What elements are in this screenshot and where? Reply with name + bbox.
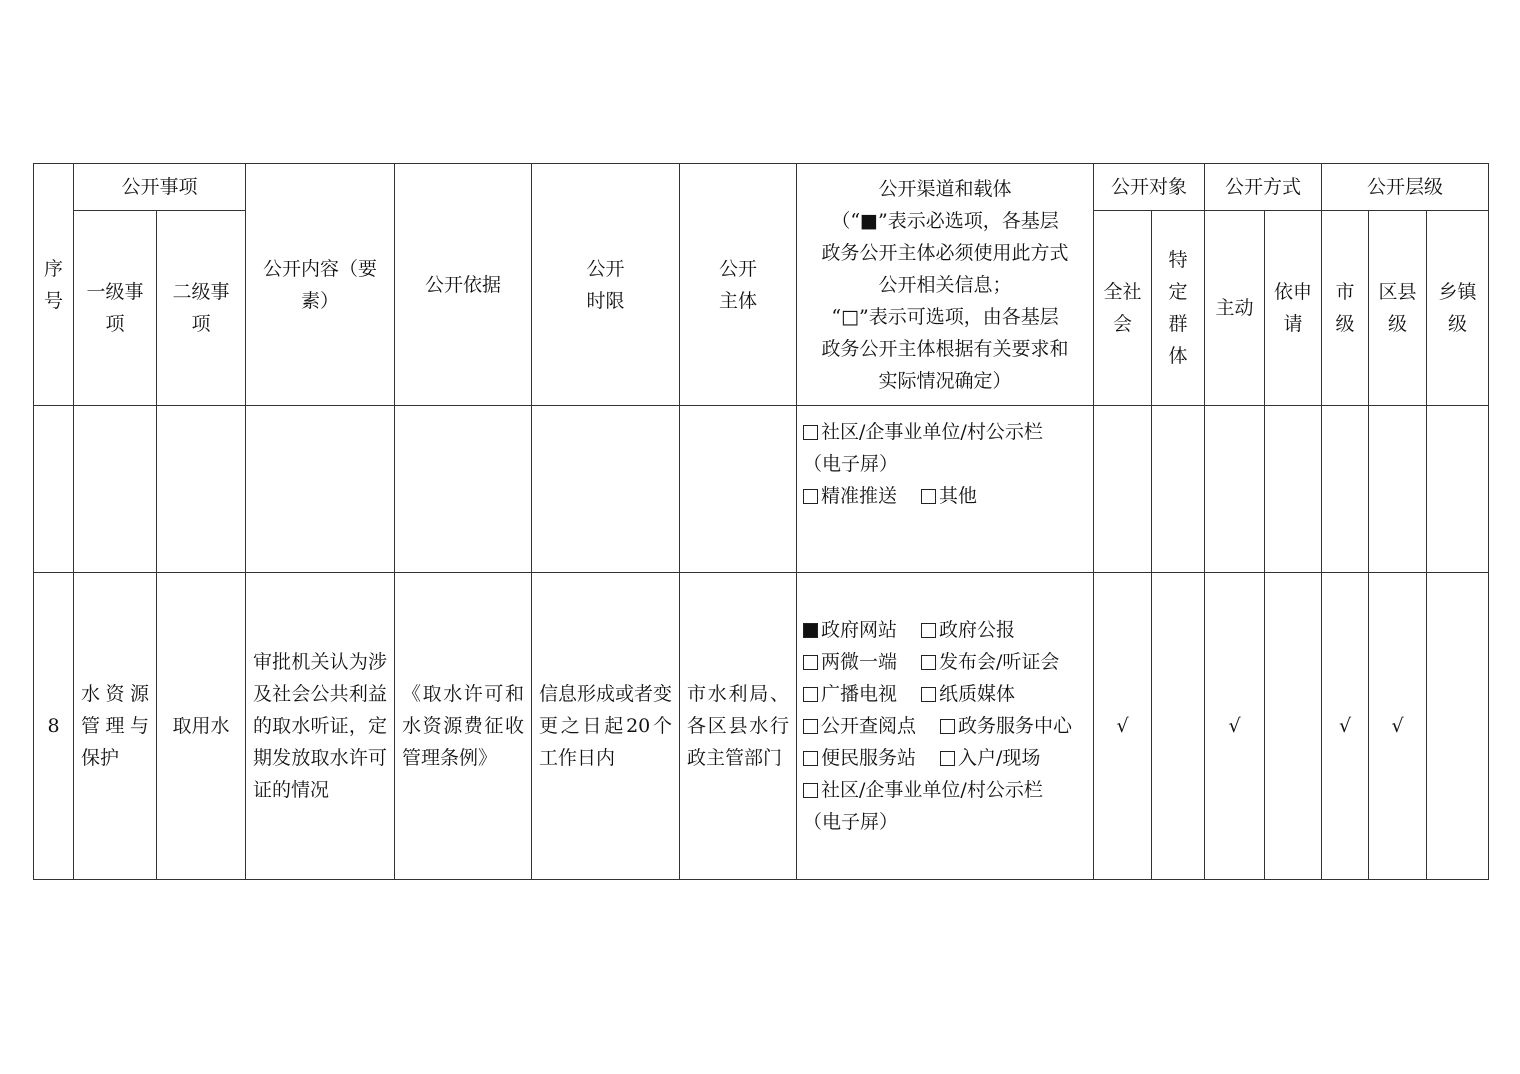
row-time-limit: 信息形成或者变更之日起20个工作日内 — [532, 573, 680, 880]
cell-empty — [1205, 406, 1265, 573]
channel-label: 政务服务中心 — [958, 715, 1073, 737]
header-method-active: 主动 — [1205, 211, 1265, 406]
channel-label: （电子屏） — [803, 453, 899, 475]
channel-label: 精准推送 — [821, 485, 898, 507]
header-audience-all: 全社 会 — [1094, 211, 1152, 406]
header-level2: 二级事 项 — [157, 211, 246, 406]
channel-label: 社区/企事业单位/村公示栏 — [821, 779, 1043, 801]
optional-checkbox-icon — [803, 751, 818, 766]
optional-checkbox-icon — [940, 751, 955, 766]
check-method-request — [1265, 573, 1322, 880]
channel-line — [803, 806, 1087, 838]
optional-checkbox-icon — [803, 425, 818, 440]
channel-line — [803, 416, 1087, 448]
channel-label: 便民服务站 — [821, 747, 917, 769]
header-level-district: 区县 级 — [1369, 211, 1427, 406]
check-audience-all: √ — [1094, 573, 1152, 880]
channel-label: 广播电视 — [821, 683, 898, 705]
cell-empty — [395, 406, 532, 573]
row-seq: 8 — [34, 573, 74, 880]
optional-checkbox-icon — [921, 655, 936, 670]
header-time-limit: 公开 时限 — [532, 164, 680, 406]
required-square-icon — [803, 623, 818, 638]
cell-empty — [157, 406, 246, 573]
header-subject: 公开 主体 — [680, 164, 797, 406]
optional-checkbox-icon — [921, 489, 936, 504]
channel-label: 公开查阅点 — [821, 715, 917, 737]
channel-line — [803, 710, 1087, 742]
row-content: 审批机关认为涉及社会公共利益的取水听证，定期发放取水许可证的情况 — [246, 573, 395, 880]
row-basis: 《取水许可和水资源费征收管理条例》 — [395, 573, 532, 880]
header-audience-specific: 特 定 群 体 — [1152, 211, 1205, 406]
channel-label: 社区/企事业单位/村公示栏 — [821, 421, 1043, 443]
channel-line — [803, 774, 1087, 806]
cell-empty — [1152, 406, 1205, 573]
channel-line — [803, 614, 1087, 646]
channel-label: 入户/现场 — [958, 747, 1041, 769]
header-level-town: 乡镇 级 — [1427, 211, 1489, 406]
header-audience-group: 公开对象 — [1094, 164, 1205, 211]
optional-checkbox-icon — [803, 655, 818, 670]
cell-empty — [1427, 406, 1489, 573]
cell-empty — [1094, 406, 1152, 573]
header-level-group: 公开层级 — [1322, 164, 1489, 211]
cell-empty — [1369, 406, 1427, 573]
cell-empty — [532, 406, 680, 573]
disclosure-table — [33, 163, 1489, 880]
header-level1: 一级事 项 — [74, 211, 157, 406]
channel-label: 其他 — [939, 485, 978, 507]
optional-checkbox-icon — [921, 687, 936, 702]
optional-checkbox-icon — [940, 719, 955, 734]
cell-empty — [1322, 406, 1369, 573]
header-level-city: 市 级 — [1322, 211, 1369, 406]
header-content: 公开内容（要 素） — [246, 164, 395, 406]
optional-checkbox-icon — [803, 719, 818, 734]
channel-label: 政府网站 — [821, 619, 898, 641]
channel-line — [803, 646, 1087, 678]
channel-list — [797, 573, 1094, 880]
channel-label: 政府公报 — [939, 619, 1016, 641]
cell-empty — [34, 406, 74, 573]
channel-label: 两微一端 — [821, 651, 898, 673]
channel-label: 发布会/听证会 — [939, 651, 1060, 673]
optional-checkbox-icon — [803, 489, 818, 504]
header-channel: 公开渠道和载体 （“■”表示必选项，各基层 政务公开主体必须使用此方式 公开相关信息； “□”表示可选项，由各基层 政务公开主体根据有关要求和 实际情况确定） — [797, 164, 1094, 406]
check-level-city: √ — [1322, 573, 1369, 880]
table-row — [34, 573, 1489, 880]
optional-checkbox-icon — [803, 783, 818, 798]
check-level-district: √ — [1369, 573, 1427, 880]
channel-line — [803, 448, 1087, 480]
row-level2: 取用水 — [157, 573, 246, 880]
channel-line — [803, 742, 1087, 774]
row-level1: 水资源管理与保护 — [74, 573, 157, 880]
cell-empty — [1265, 406, 1322, 573]
table-row — [34, 406, 1489, 573]
row-subject: 市水利局、各区县水行政主管部门 — [680, 573, 797, 880]
channel-label: 纸质媒体 — [939, 683, 1016, 705]
header-seq: 序 号 — [34, 164, 74, 406]
cell-empty — [246, 406, 395, 573]
optional-checkbox-icon — [921, 623, 936, 638]
cell-empty — [680, 406, 797, 573]
header-basis: 公开依据 — [395, 164, 532, 406]
header-method-group: 公开方式 — [1205, 164, 1322, 211]
check-level-town — [1427, 573, 1489, 880]
header-method-request: 依申 请 — [1265, 211, 1322, 406]
check-audience-specific — [1152, 573, 1205, 880]
channel-line — [803, 678, 1087, 710]
channel-list — [797, 406, 1094, 573]
channel-label: （电子屏） — [803, 811, 899, 833]
check-method-active: √ — [1205, 573, 1265, 880]
channel-line — [803, 480, 1087, 512]
cell-empty — [74, 406, 157, 573]
header-items-group: 公开事项 — [74, 164, 246, 211]
optional-checkbox-icon — [803, 687, 818, 702]
